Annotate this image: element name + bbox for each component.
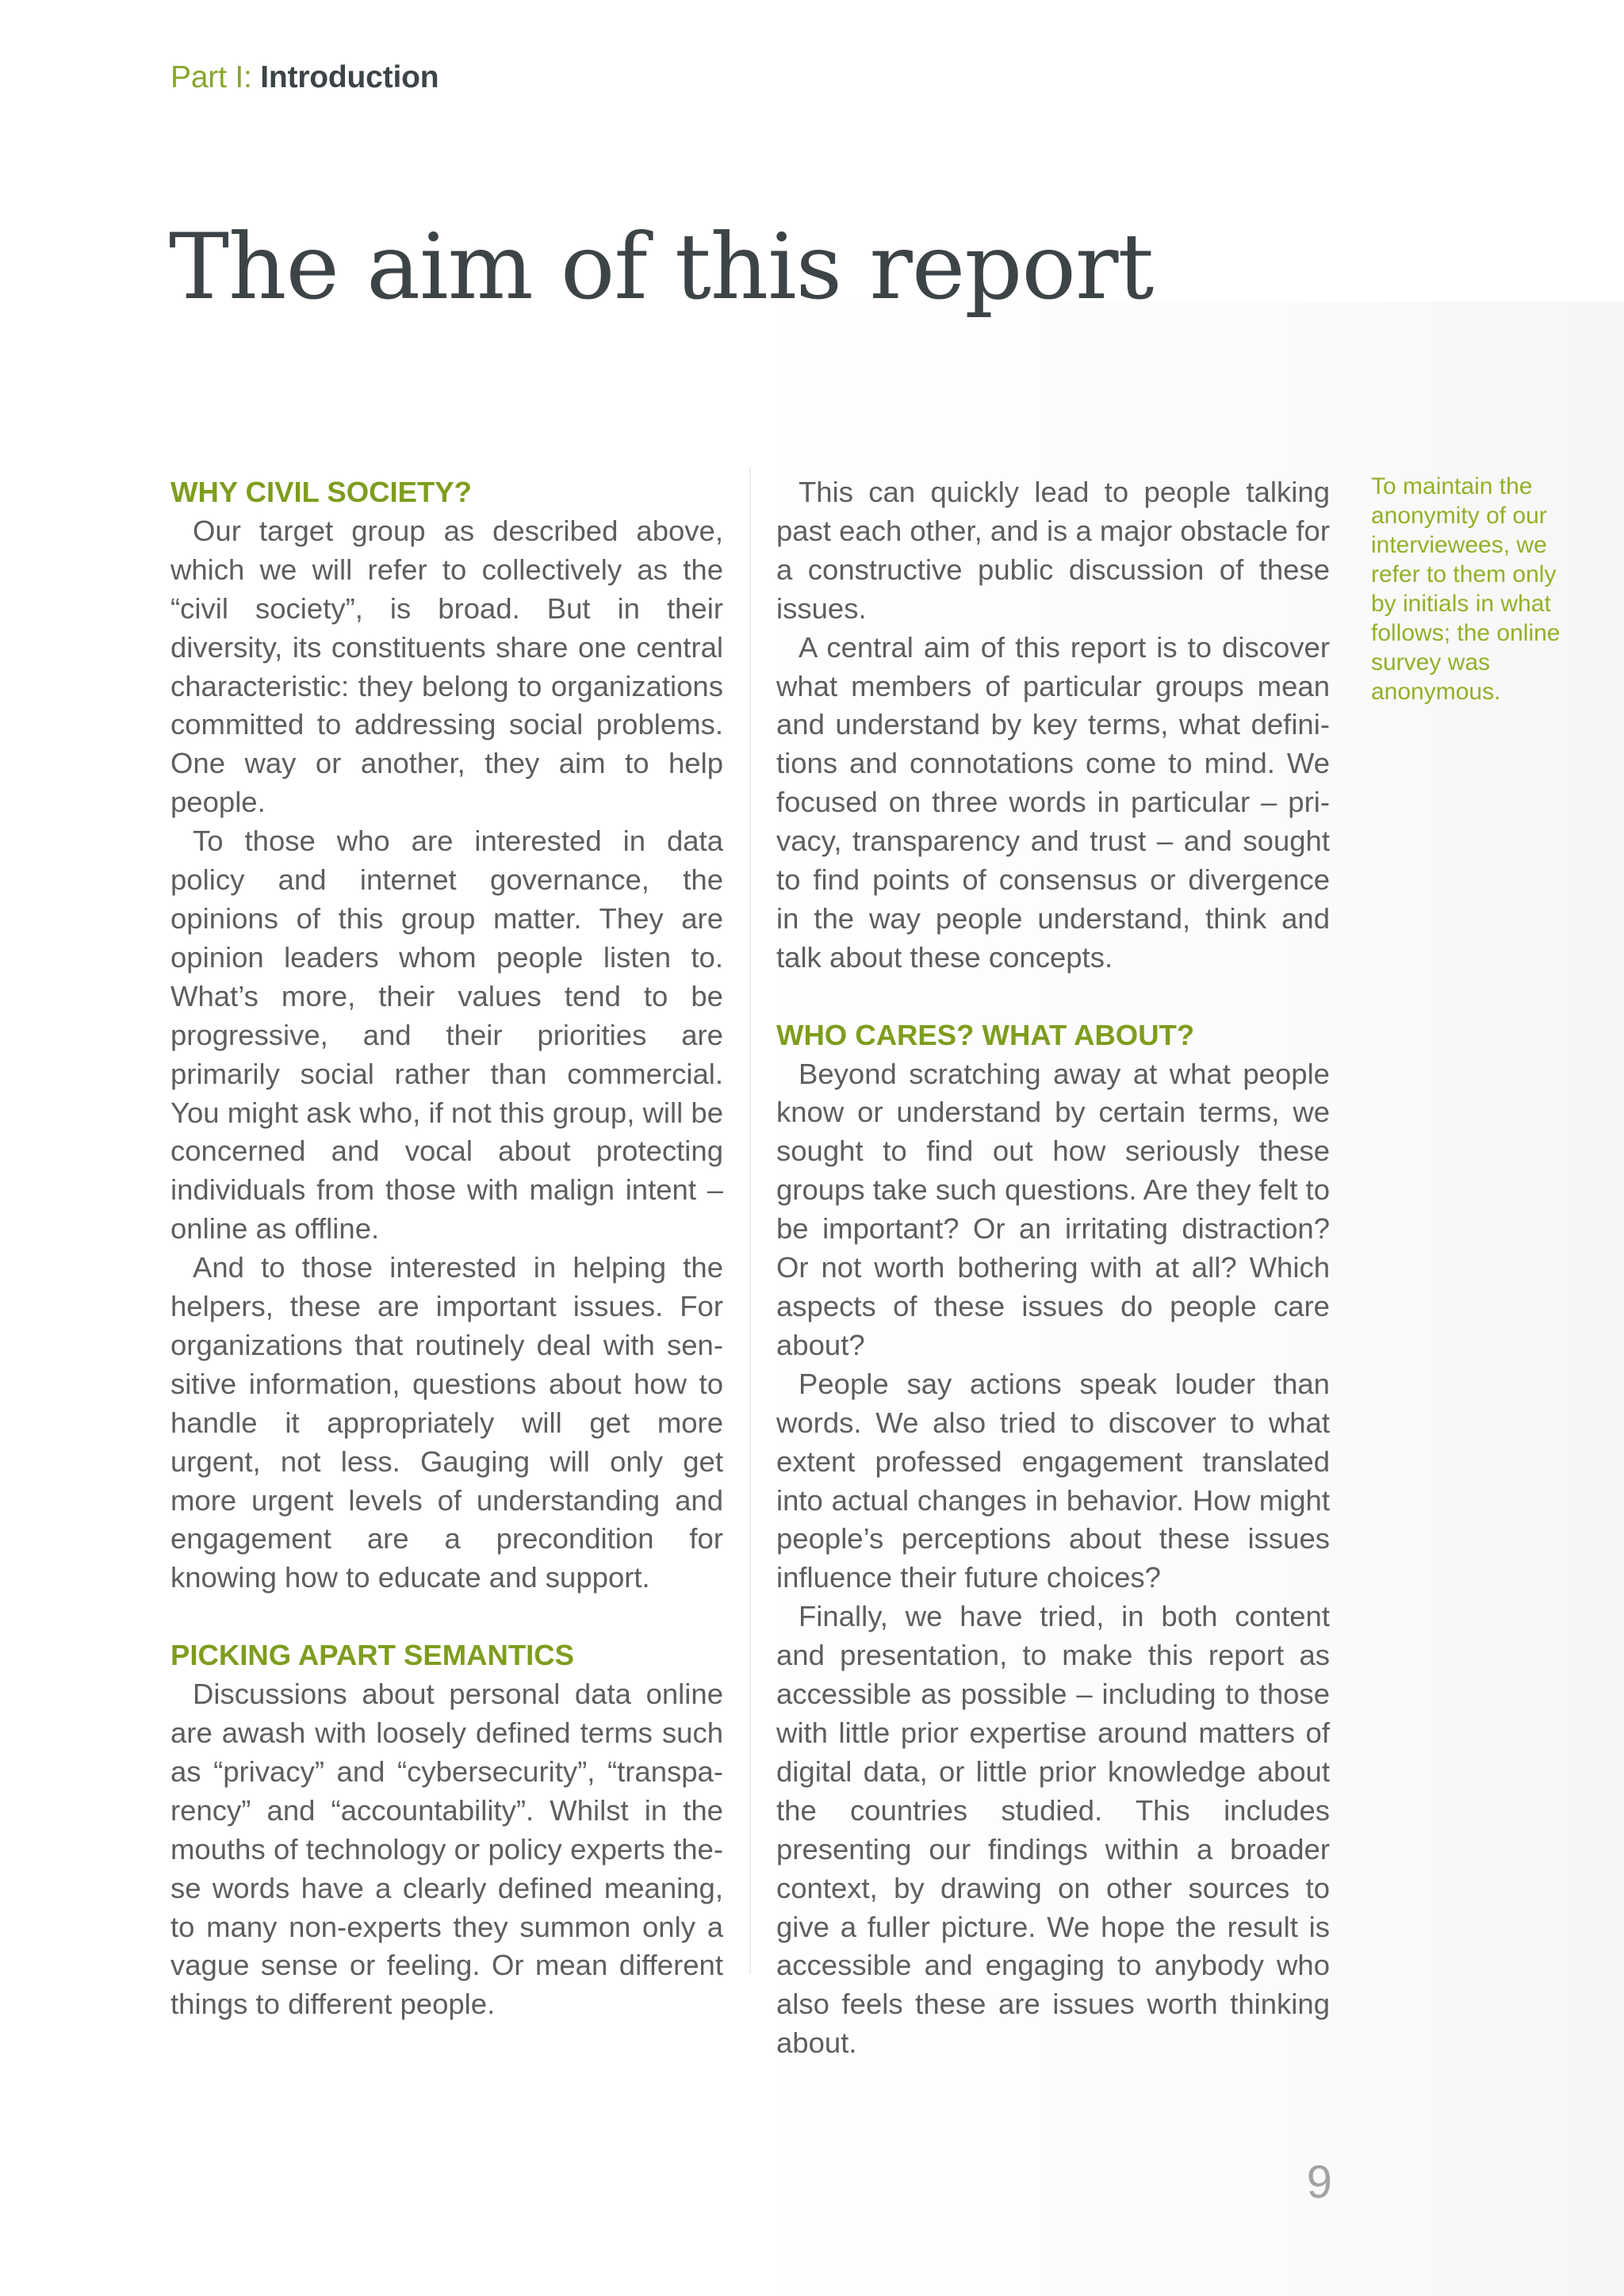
body-paragraph: A central aim of this report is to discover what members of particular groups mean and understand by key terms, what definitions and connotations come to mind. We focused on three words in particular – privacy, transparency and trust – and sought to find points of consensus or divergence in the way people understand, think and talk about these concepts.	[776, 630, 1330, 974]
body-paragraph: Beyond scratching away at what people know or understand by certain terms, we sought to find out how seriously these groups take such questions. Are they felt to be important? Or an irritating distraction? Or not worth bothering with at all? Which aspects of these issues do people care about?	[776, 1057, 1330, 1361]
section-heading-why-civil-society: WHY CIVIL SOCIETY?	[170, 476, 472, 508]
margin-note: To maintain the anonymity of our interviewees, we refer to them only by initials in what follows; the online survey was anonymous.	[1371, 473, 1561, 705]
column-divider	[749, 468, 751, 1974]
body-paragraph: Finally, we have tried, in both content and presentation, to make this report as accessible as possible – including to those with little prior expertise around matters of digital data, or little prior knowledge about the countries studied. This includes presenting our findings within a broader context, by drawing on other sources to give a fuller picture. We hope the result is accessible and engaging to anybody who also feels these are issues worth thinking about.	[776, 1600, 1330, 2060]
section-spacer	[170, 1598, 723, 1636]
section-spacer	[776, 978, 1330, 1016]
body-paragraph: This can quickly lead to people talking past each other, and is a major obstacle for a constructive public discussion of these issues.	[776, 476, 1330, 625]
right-column	[776, 473, 1330, 2063]
page-title: The aim of this report	[169, 214, 1154, 320]
header-part-label: Part I:	[170, 60, 261, 94]
section-heading-who-cares: WHO CARES? WHAT ABOUT?	[776, 1018, 1195, 1051]
left-column	[170, 473, 723, 2024]
body-paragraph: Our target group as described above, which we will refer to collectively as the “civil society”, is broad. But in their diversity, its constituents share one central characteristic: they belong to organizations committed to addressing social problems. One way or another, they aim to help people.	[170, 514, 723, 819]
header-section-label: Introduction	[260, 60, 439, 94]
body-paragraph: And to those interested in helping the helpers, these are important issues. For organizations that routinely deal with sensitive information, questions about how to handle it appropriately will get more urgent, not less. Gauging will only get more urgent levels of understanding and engagement are a precondition for knowing how to educate and support.	[170, 1251, 723, 1594]
running-header	[170, 59, 439, 97]
body-paragraph: People say actions speak louder than words. We also tried to discover to what extent professed engagement translated into actual changes in behavior. How might people’s perceptions about these issues influence their future choices?	[776, 1367, 1330, 1594]
body-paragraph: Discussions about personal data online are awash with loosely defined terms such as “privacy” and “cybersecurity”, “transparency” and “accountability”. Whilst in the mouths of technology or policy experts these words have a clearly defined meaning, to many non-experts they summon only a vague sense or feeling. Or mean different things to different people.	[170, 1678, 723, 2021]
section-heading-picking-apart-semantics: PICKING APART SEMANTICS	[170, 1639, 574, 1672]
page-number: 9	[1306, 2156, 1332, 2208]
body-paragraph: To those who are interested in data policy and internet governance, the opinions of this group matter. They are opinion leaders whom people listen to. What’s more, their values tend to be progressive, and their priorities are primarily social rather than commercial. You might ask who, if not this group, will be concerned and vocal about protecting individuals from those with malign intent – online as offline.	[170, 825, 723, 1246]
